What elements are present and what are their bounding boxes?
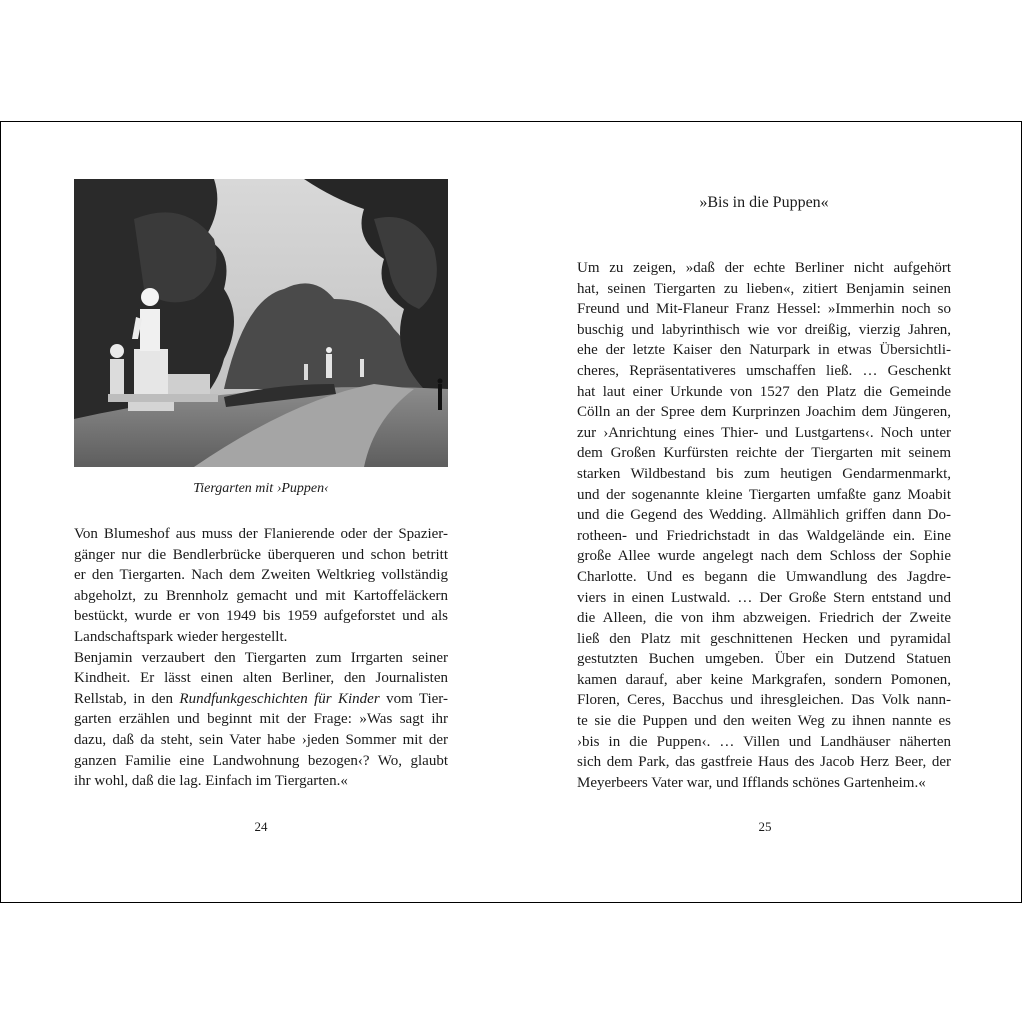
page-number-right: 25 (758, 819, 772, 834)
text-line: cheres, Repräsentativeres umschaffen ließ. … Geschenkt (577, 362, 951, 379)
text-line: Von Blumeshof aus muss der Flanierende oder der Spazier- (74, 526, 448, 542)
text-line: Benjamin verzaubert den Tiergarten zum Irrgarten seiner (74, 649, 448, 666)
text-line: ihr wohl, daß die lag. Einfach im Tiergarten.« (74, 773, 348, 790)
text-line: große Allee wurde angelegt nach dem Schloss der Sophie (577, 548, 951, 565)
text-line: hat, seinen Tiergarten zu lieben«, zitiert Benjamin seinen (577, 280, 951, 297)
text-line: Landschaftspark wieder hergestellt. (74, 628, 288, 645)
text-line: dem Großen Kurfürsten reichte der Tiergarten mit seinem (577, 445, 951, 462)
tiergarten-photo-image (74, 179, 448, 467)
left-page (1, 122, 512, 902)
text-line: viers in einen Lustwald. … Der Große Stern entstand und (577, 589, 951, 606)
text-line: buschig und labyrinthisch wie vor dreißig, vierzig Jahren, (577, 321, 951, 338)
italic-title: Rundfunkgeschichten für Kinder (179, 690, 380, 707)
text-line: ehe der letzte Kaiser den Naturpark in etwas Übersichtli- (577, 342, 951, 359)
section-heading: »Bis in die Puppen« (699, 194, 829, 211)
text-line: zur ›Anrichtung eines Thier- und Lustgartens‹. Noch unter (577, 424, 951, 441)
text-line: te sie die Puppen und den weiten Weg zu ihnen nannte es (577, 713, 951, 730)
text-line: kamen darauf, aber keine Markgrafen, sondern Pomonen, (577, 671, 951, 688)
text-line: bestückt, wurde er von 1949 bis 1959 aufgeforstet und als (74, 608, 448, 625)
text-line: und die Gegend des Wedding. Allmählich griffen dann Do- (577, 507, 951, 524)
page-number-left: 24 (254, 819, 268, 834)
text-line: gestutzten Buchen umgeben. Über ein Dutzend Statuen (577, 651, 951, 668)
text-line: dazu, daß da steht, sein Vater habe ›jeden Sommer mit der (74, 731, 448, 748)
tiergarten-photo (74, 179, 448, 467)
text-line: er den Tiergarten. Nach dem Zweiten Weltkrieg vollständig (74, 567, 448, 584)
photo-caption: Tiergarten mit ›Puppen‹ (193, 481, 329, 496)
text-line: und der sogenannte kleine Tiergarten umfaßte ganz Moabit (577, 486, 951, 503)
text-line: ganzen Familie eine Landwohnung bezogen‹? Wo, glaubt (74, 752, 448, 769)
text-line: die Alleen, die von ihm abzweigen. Friedrich der Zweite (577, 610, 951, 627)
text-line: abgeholzt, zu Brennholz gemacht und mit Kartoffeläckern (74, 587, 448, 604)
text-line: Floren, Ceres, Bacchus und ihresgleichen. Das Volk nann- (577, 692, 951, 709)
text-line: Kindheit. Er lässt einen alten Berliner, den Journalisten (74, 670, 448, 687)
text-line: sich dem Park, das gastfreie Haus des Jacob Herz Beer, der (577, 754, 951, 771)
text-line: rotheen- und Friedrichstadt in das Waldgelände ein. Eine (577, 527, 951, 544)
right-page (512, 122, 1023, 902)
text-line: Um zu zeigen, »daß der echte Berliner nicht aufgehört (577, 260, 951, 276)
right-body-text (577, 258, 951, 793)
text-line: starken Wildbestand bis zum heutigen Gendarmenmarkt, (577, 465, 951, 482)
text-line: gänger nur die Bendlerbrücke überqueren und schon betritt (74, 546, 448, 563)
text-line-with-italic: Rellstab, in den Rundfunkgeschichten für Kinder vom Tier- (74, 690, 448, 707)
text-line: Meyerbeers Vater war, und Ifflands schönes Gartenheim.« (577, 774, 926, 791)
text-line: ›bis in die Puppen‹. … Villen und Landhäuser näherten (577, 733, 951, 750)
text-line: Cölln an der Spree dem Kurprinzen Joachim dem Jüngeren, (577, 404, 951, 421)
left-body-text (74, 524, 448, 792)
text-line: hat laut einer Urkunde von 1527 den Platz die Gemeinde (577, 383, 951, 400)
text-line: garten erzählen und beginnt mit der Frage: »Was sagt ihr (74, 711, 448, 728)
book-spread (0, 121, 1022, 903)
text-line: Freund und Mit-Flaneur Franz Hessel: »Immerhin noch so (577, 301, 951, 318)
text-line: Charlotte. Und es begann die Umwandlung des Jagdre- (577, 568, 951, 585)
text-line: ließ den Platz mit geschnittenen Hecken und pyramidal (577, 630, 951, 647)
